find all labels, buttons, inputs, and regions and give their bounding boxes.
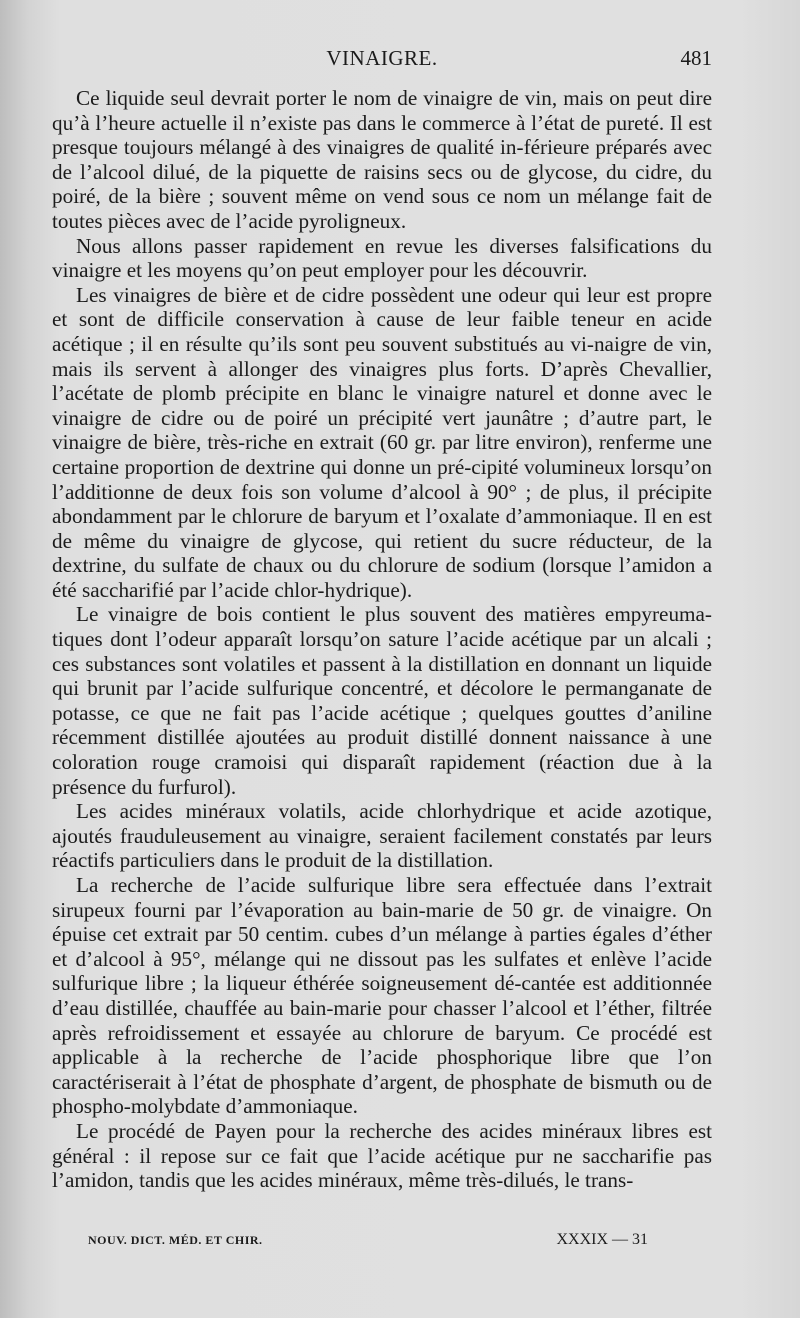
running-header [52, 46, 712, 76]
paragraph: Le procédé de Payen pour la recherche des acides minéraux libres est général : il repose sur ce fait que l’acide acétique pur ne saccharifie pas l’amidon, tandis que les acides minéraux, même très-dilués, le trans- [52, 1118, 712, 1193]
paragraph: Les vinaigres de bière et de cidre possèdent une odeur qui leur est propre et sont de difficile conservation à cause de leur faible teneur en acide acétique ; il en résulte qu’ils sont peu souvent substitués au vi-naigre de vin, mais ils servent à allonger des vinaigres plus forts. D’après Chevallier, l’acétate de plomb précipite en blanc le vinaigre naturel et donne avec le vinaigre de cidre ou de poiré un précipité vert jaunâtre ; d’autre part, le vinaigre de bière, très-riche en extrait (60 gr. par litre environ), renferme une certaine proportion de dextrine qui donne un pré-cipité volumineux lorsqu’on l’additionne de deux fois son volume d’alcool à 90° ; de plus, il précipite abondamment par le chlorure de baryum et l’oxalate d’ammoniaque. Il en est de même du vinaigre de glycose, qui retient du sucre réducteur, de la dextrine, du sulfate de chaux ou du chlorure de sodium (lorsque l’amidon a été saccharifié par l’acide chlor-hydrique). [52, 282, 712, 602]
paragraph: Le vinaigre de bois contient le plus souvent des matières empyreuma-tiques dont l’odeur apparaît lorsqu’on sature l’acide acétique par un alcali ; ces substances sont volatiles et passent à la distillation en donnant un liquide qui brunit par l’acide sulfurique concentré, et décolore le permanganate de potasse, ce que ne fait pas l’acide acétique ; quelques gouttes d’aniline récemment distillée ajoutées au produit distillé donnent naissance à une coloration rouge cramoisi qui disparaît rapidement (réaction due à la présence du furfurol). [52, 602, 712, 799]
paragraph: Les acides minéraux volatils, acide chlorhydrique et acide azotique, ajoutés frauduleusement au vinaigre, seraient facilement constatés par leurs réactifs particuliers dans le produit de la distillation. [52, 799, 712, 873]
paragraph: La recherche de l’acide sulfurique libre sera effectuée dans l’extrait sirupeux fourni par l’évaporation au bain-marie de 50 gr. de vinaigre. On épuise cet extrait par 50 centim. cubes d’un mélange à parties égales d’éther et d’alcool à 95°, mélange qui ne dissout pas les sulfates et enlève l’acide sulfurique libre ; la liqueur éthérée soigneusement dé-cantée est additionnée d’eau distillée, chauffée au bain-marie pour chasser l’alcool et l’éther, filtrée après refroidissement et essayée au chlorure de baryum. Ce procédé est applicable à la recherche de l’acide phosphorique libre que l’on caractériserait à l’état de phosphate d’argent, de phosphate de bismuth ou de phospho-molybdate d’ammoniaque. [52, 873, 712, 1119]
signature-mark: NOUV. DICT. MÉD. ET CHIR. [88, 1233, 263, 1247]
body-text [52, 86, 712, 1193]
paragraph: Ce liquide seul devrait porter le nom de vinaigre de vin, mais on peut dire qu’à l’heure actuelle il n’existe pas dans le commerce à l’état de pureté. Il est presque toujours mélangé à des vinaigres de qualité in-férieure préparés avec de l’alcool dilué, de la piquette de raisins secs ou de glycose, du cidre, du poiré, de la bière ; souvent même on vend sous ce nom un mélange fait de toutes pièces avec de l’acide pyroligneux. [52, 86, 712, 233]
paragraph: Nous allons passer rapidement en revue les diverses falsifications du vinaigre et les moyens qu’on peut employer pour les découvrir. [52, 233, 712, 283]
running-title: VINAIGRE. [326, 46, 438, 70]
page-number: 481 [680, 46, 712, 70]
page-footer [88, 1231, 648, 1253]
volume-sheet-mark: XXXIX — 31 [556, 1231, 648, 1248]
